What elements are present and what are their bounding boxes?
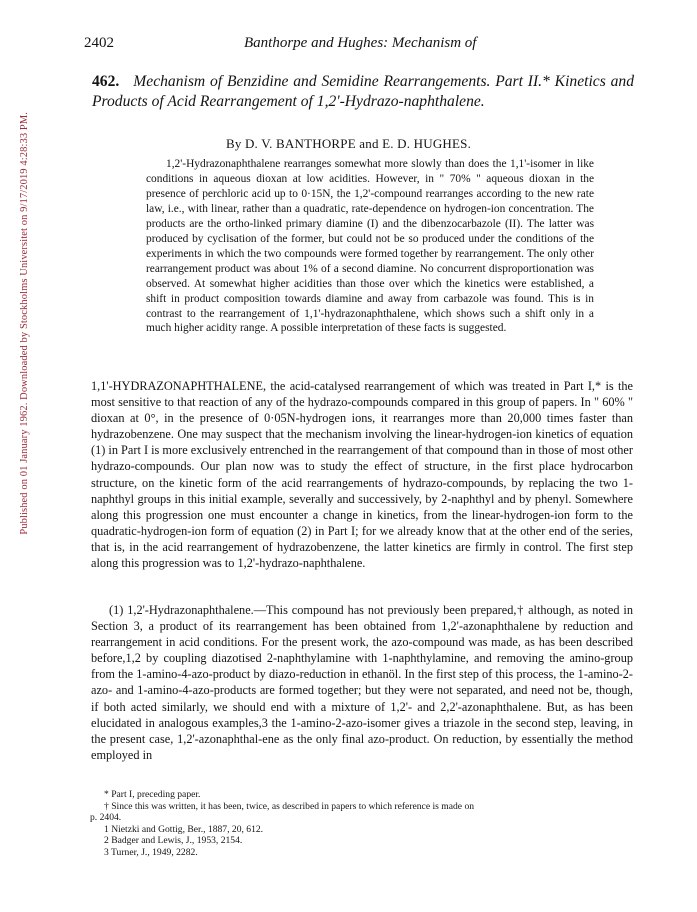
- footnote-part-one: * Part I, preceding paper.: [104, 789, 201, 800]
- body-paragraph-2: (1) 1,2'-Hydrazonaphthalene.—This compound has not previously been prepared,† although, as noted in Section 3, a product of its rearrangement has been obtained from 1,2'-azonaphthalene by reduction and rearrangement in acid conditions. For the present work, the azo-compound was made, as has been described before,1,2 by coupling diazotised 2-naphthylamine with 1-naphthylamine, and removing the amino-group from the 1-amino-4-azo-product by diazo-reduction in ethanöl. In the first step of this process, the 1-amino-2-azo- and 1-amino-4-azo-products are formed together; but they were not separated, and need not be, though, if both acted similarly, we should end with a mixture of 1,2'- and 2,2'-azonaphthalene. But, as has been elucidated in analogous examples,3 the 1-amino-2-azo-isomer gives a triazole in the second step, leaving, in the present case, 1,2'-azonaphthal-ene as the only final azo-product. On reduction, by essentially the method employed in: [91, 603, 633, 762]
- footnotes: [90, 789, 632, 859]
- abstract: 1,2'-Hydrazonaphthalene rearranges somewhat more slowly than does the 1,1'-isomer in like conditions in aqueous dioxan at low acidities. However, in " 70% " aqueous dioxan in the presence of perchloric acid up to 0·15N, the 1,2'-compound rearranges according to the new rate law, i.e., with linear, rather than a quadratic, rate-dependence on hydrogen-ion concentration. The products are the ortho-linked primary diamine (I) and the dibenzocarbazole (II). The latter was produced by cyclisation of the former, but could not be so produced under the conditions of the experiments in which the two compounds were formed together by rearrangement. The only other rearrangement product was about 1% of a second diamine. No concurrent disproportionation was observed. At somewhat higher acidities than those over which the kinetics were established, a shift in product composition towards diamine and away from carbazole was found. This is in contrast to the rearrangement of 1,1'-hydrazonaphthalene, which shows such a shift only in a much higher acidity range. A possible interpretation of these facts is suggested.: [146, 158, 594, 335]
- article-number: 462.: [92, 73, 120, 90]
- running-title: Banthorpe and Hughes: Mechanism of: [244, 35, 477, 51]
- author-line: By D. V. BANTHORPE and E. D. HUGHES.: [225, 136, 472, 151]
- article-heading: [92, 72, 634, 112]
- footnote-dagger: † Since this was written, it has been, twice, as described in papers to which reference is made on: [104, 800, 475, 812]
- footnote-reference-3: 3 Turner, J., 1949, 2282.: [104, 846, 198, 858]
- running-header: [84, 35, 642, 53]
- download-watermark-text: Published on 01 January 1962. Downloaded by Stockholms Universitet on 9/17/2019 4:28:33 PM.: [19, 112, 30, 535]
- footnote-reference-1: 1 Nietzki and Gottig, Ber., 1887, 20, 612.: [104, 823, 264, 835]
- footnote-reference-2: 2 Badger and Lewis, J., 1953, 2154.: [104, 835, 243, 847]
- article-title: Mechanism of Benzidine and Semidine Rearrangements. Part II.* Kinetics and Products of Acid Rearrangement of 1,2'-Hydrazo-naphthalene.: [92, 73, 634, 110]
- download-watermark: [10, 112, 28, 772]
- page-number: 2402: [84, 35, 114, 51]
- body-paragraph-1: 1,1'-HYDRAZONAPHTHALENE, the acid-catalysed rearrangement of which was treated in Part I,* is the most sensitive to that reaction of any of the hydrazo-compounds compared in this group of papers. In " 60% " dioxan at 0°, in the presence of 0·05N-hydrogen ions, it rearranges more than 20,000 times faster than hydrazobenzene. One may suspect that the mechanism involving the linear-hydrogen-ion kinetics of equation (1) in Part I is more exclusively entrenched in the rearrangement of that compound than in those of most other hydrazo-compounds. Our plan now was to study the effect of structure, in the first place hydrocarbon structure, on the kinetic form of the acid rearrangements of hydrazo-compounds, by replacing the two 1-naphthyl groups in this initial example, severally and successively, by 2-naphthyl and by phenyl. Somewhere along this progression one must encounter a change in kinetics, from the linear-hydrogen-ion form to the quadratic-hydrogen-ion form of equation (2) in Part I; for we already know that at the other end of the series, that is, in the acid rearrangement of hydrazobenzene, the latter kinetics are firmly in control. The first step along this progression was to 1,2'-hydrazo-naphthalene.: [91, 379, 633, 571]
- footnote-dagger-continuation: p. 2404.: [90, 812, 122, 824]
